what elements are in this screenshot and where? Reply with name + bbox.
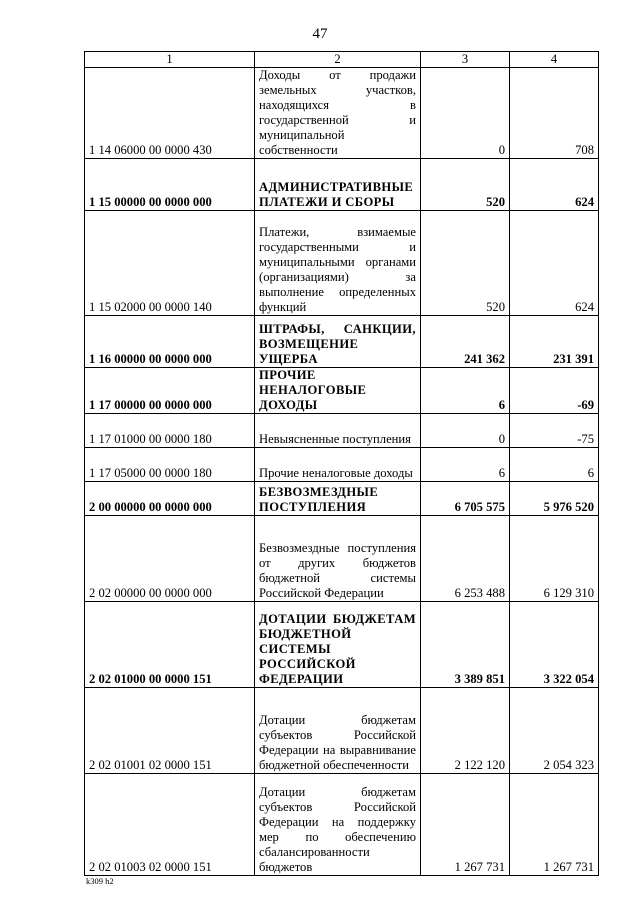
table-row [85,414,599,448]
row-value-col3: 3 389 851 [421,602,510,688]
row-name: ПРОЧИЕ НЕНАЛОГОВЫЕ ДОХОДЫ [255,368,421,414]
budget-table [84,51,599,876]
row-value-col3: 241 362 [421,316,510,368]
column-header-2: 2 [255,52,421,68]
row-name: Прочие неналоговые доходы [255,448,421,482]
table-row [85,774,599,876]
row-value-col4: 5 976 520 [510,482,599,516]
row-value-col3: 6 [421,368,510,414]
table-row [85,482,599,516]
table-body [85,68,599,876]
row-name: Дотации бюджетам субъектов Российской Федерации на поддержку мер по обеспечению сбалансированности бюджетов [255,774,421,876]
table-row [85,316,599,368]
row-value-col4: 6 [510,448,599,482]
row-name: АДМИНИСТРАТИВНЫЕ ПЛАТЕЖИ И СБОРЫ [255,159,421,211]
row-code: 1 15 02000 00 0000 140 [85,211,255,316]
row-value-col3: 0 [421,414,510,448]
row-name: БЕЗВОЗМЕЗДНЫЕ ПОСТУПЛЕНИЯ [255,482,421,516]
row-value-col4: 624 [510,211,599,316]
column-header-4: 4 [510,52,599,68]
table-row [85,448,599,482]
row-code: 2 02 01000 00 0000 151 [85,602,255,688]
row-value-col3: 2 122 120 [421,688,510,774]
column-header-3: 3 [421,52,510,68]
row-value-col4: -69 [510,368,599,414]
row-name: ШТРАФЫ, САНКЦИИ, ВОЗМЕЩЕНИЕ УЩЕРБА [255,316,421,368]
row-value-col3: 6 [421,448,510,482]
row-value-col4: 231 391 [510,316,599,368]
row-value-col4: 624 [510,159,599,211]
table-row [85,368,599,414]
row-name: Безвозмездные поступления от других бюджетов бюджетной системы Российской Федерации [255,516,421,602]
table-row [85,688,599,774]
row-value-col3: 6 253 488 [421,516,510,602]
header-row [85,52,599,68]
row-value-col3: 6 705 575 [421,482,510,516]
row-name: Невыясненные поступления [255,414,421,448]
row-value-col4: 1 267 731 [510,774,599,876]
row-value-col4: 708 [510,68,599,159]
row-value-col4: -75 [510,414,599,448]
row-value-col3: 520 [421,211,510,316]
table-row [85,602,599,688]
row-name: Дотации бюджетам субъектов Российской Федерации на выравнивание бюджетной обеспеченности [255,688,421,774]
row-value-col4: 2 054 323 [510,688,599,774]
table-header [85,52,599,68]
table-row [85,68,599,159]
row-name: Платежи, взимаемые государственными и муниципальными органами (организациями) за выполнение определенных функций [255,211,421,316]
row-code: 1 16 00000 00 0000 000 [85,316,255,368]
row-code: 2 02 01003 02 0000 151 [85,774,255,876]
page-number: 47 [312,26,328,42]
row-code: 2 00 00000 00 0000 000 [85,482,255,516]
row-value-col3: 1 267 731 [421,774,510,876]
row-code: 1 17 00000 00 0000 000 [85,368,255,414]
row-value-col4: 3 322 054 [510,602,599,688]
table-row [85,211,599,316]
row-name: Доходы от продажи земельных участков, находящихся в государственной и муниципальной собственности [255,68,421,159]
footer-code: k309 h2 [86,876,114,886]
table-row [85,159,599,211]
row-value-col3: 520 [421,159,510,211]
row-code: 1 15 00000 00 0000 000 [85,159,255,211]
row-value-col4: 6 129 310 [510,516,599,602]
table-row [85,516,599,602]
column-header-1: 1 [85,52,255,68]
row-code: 2 02 00000 00 0000 000 [85,516,255,602]
row-code: 2 02 01001 02 0000 151 [85,688,255,774]
row-code: 1 14 06000 00 0000 430 [85,68,255,159]
row-name: ДОТАЦИИ БЮДЖЕТАМ БЮДЖЕТНОЙ СИСТЕМЫ РОССИЙСКОЙ ФЕДЕРАЦИИ [255,602,421,688]
row-code: 1 17 05000 00 0000 180 [85,448,255,482]
row-code: 1 17 01000 00 0000 180 [85,414,255,448]
row-value-col3: 0 [421,68,510,159]
